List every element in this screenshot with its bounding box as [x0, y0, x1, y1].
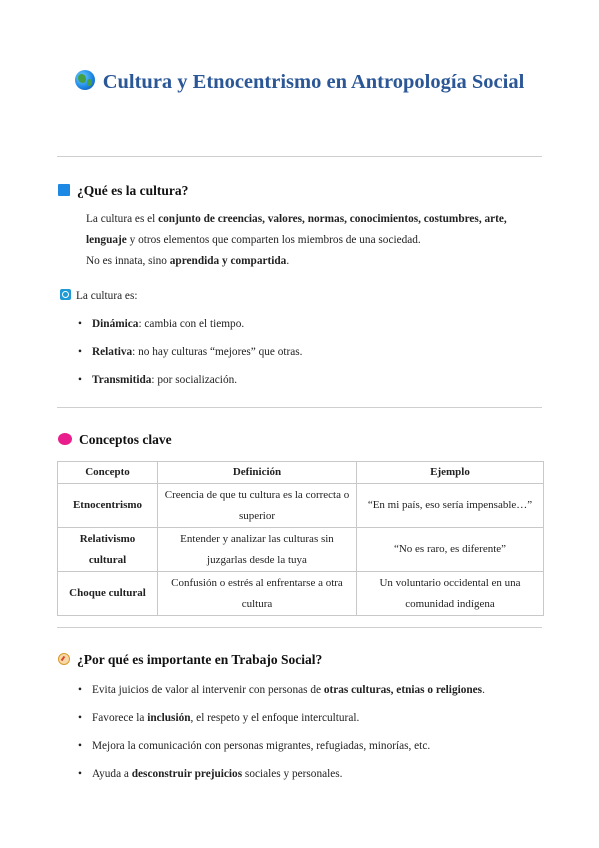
list-item: • Favorece la inclusión, el respeto y el enfoque intercultural. — [78, 710, 485, 738]
table-row — [58, 528, 544, 572]
table-cell: “En mi país, eso sería impensable…” — [357, 484, 544, 528]
table-cell: “No es raro, es diferente” — [357, 528, 544, 572]
table-cell: Choque cultural — [58, 572, 158, 616]
culture-traits-list — [78, 316, 303, 400]
list-intro: La cultura es: — [60, 288, 137, 304]
list-item: • Ayuda a desconstruir prejuicios sociales y personales. — [78, 766, 485, 794]
repeat-icon — [60, 289, 71, 300]
section-heading-culture: ¿Qué es la cultura? — [58, 182, 188, 200]
table-cell: Relativismo cultural — [58, 528, 158, 572]
list-item: • Transmitida: por socialización. — [78, 372, 303, 400]
section-heading-concepts: Conceptos clave — [58, 431, 172, 449]
globe-icon — [75, 70, 95, 90]
table-row — [58, 572, 544, 616]
page-title — [40, 62, 559, 102]
compass-icon — [58, 653, 70, 665]
table-cell: Confusión o estrés al enfrentarse a otra cultura — [158, 572, 357, 616]
concepts-table — [57, 461, 544, 616]
table-cell: Creencia de que tu cultura es la correcta o superior — [158, 484, 357, 528]
table-cell: Etnocentrismo — [58, 484, 158, 528]
page-title-text: Cultura y Etnocentrismo en Antropología Social — [102, 71, 525, 93]
brain-icon — [58, 433, 72, 445]
book-icon — [58, 184, 70, 196]
divider — [57, 627, 542, 628]
divider — [57, 407, 542, 408]
table-row — [58, 484, 544, 528]
list-item: • Relativa: no hay culturas “mejores” que otras. — [78, 344, 303, 372]
list-item: • Dinámica: cambia con el tiempo. — [78, 316, 303, 344]
divider — [57, 156, 542, 157]
column-header: Concepto — [58, 462, 158, 484]
table-header-row — [58, 462, 544, 484]
culture-definition: La cultura es el conjunto de creencias, valores, normas, conocimientos, costumbres, arte, lenguaje y otros elementos que comparten los miembros de una sociedad. No es innata, sino aprendida y compartida. — [86, 213, 507, 267]
list-item: • Mejora la comunicación con personas migrantes, refugiadas, minorías, etc. — [78, 738, 485, 766]
table-cell: Entender y analizar las culturas sin juzgarlas desde la tuya — [158, 528, 357, 572]
section-heading-importance: ¿Por qué es importante en Trabajo Social? — [58, 651, 322, 669]
column-header: Definición — [158, 462, 357, 484]
table-cell: Un voluntario occidental en una comunidad indígena — [357, 572, 544, 616]
list-item: • Evita juicios de valor al intervenir con personas de otras culturas, etnias o religiones. — [78, 682, 485, 710]
importance-list — [78, 682, 485, 794]
column-header: Ejemplo — [357, 462, 544, 484]
